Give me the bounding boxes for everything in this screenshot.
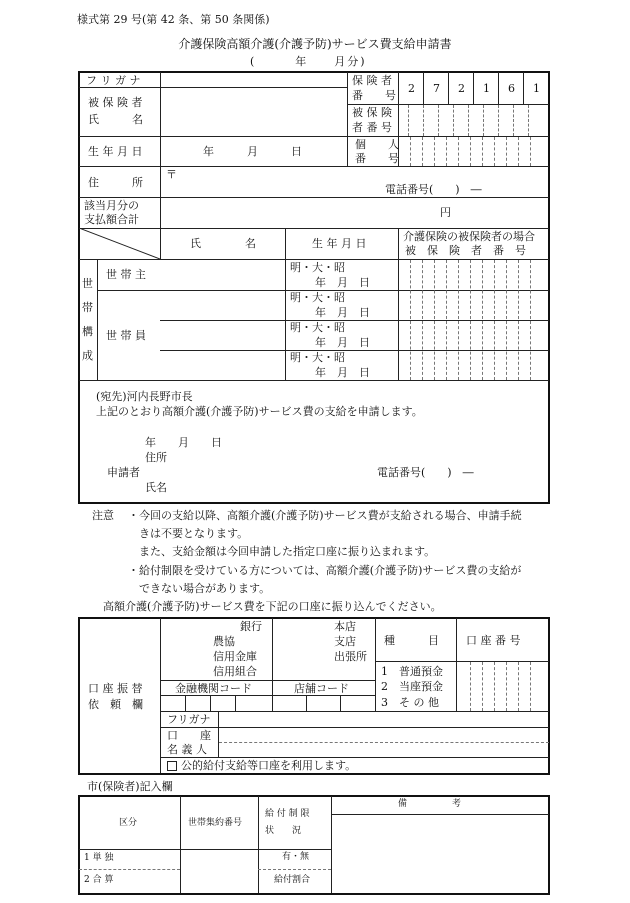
insured-name-label-1: 被 保 険 者 <box>88 96 143 109</box>
yen-unit: 円 <box>440 206 451 219</box>
insurer-no-label-1: 保 険 者 <box>352 74 392 87</box>
note-line: また、支給金額は今回申請した指定口座に振り込まれます。 <box>128 545 436 558</box>
household-member-label: 世 帯 員 <box>106 329 146 342</box>
note-line: きは不要となります。 <box>128 527 249 540</box>
branch-type-option[interactable]: 支店 <box>334 635 356 648</box>
account-no-header: 口 座 番 号 <box>466 634 521 647</box>
form-number: 様式第 29 号(第 42 条、第 50 条関係) <box>77 13 270 26</box>
col-name-header: 氏 名 <box>190 237 256 250</box>
bank-section-label-2: 依 頼 欄 <box>88 698 143 711</box>
bank-type-option[interactable]: 農協 <box>213 635 235 648</box>
diagonal-slash <box>79 228 160 259</box>
insurer-digit: 1 <box>483 82 490 95</box>
declaration-to: (宛先)河内長野市長 <box>96 390 193 403</box>
total-label-1: 該当月分の <box>84 199 139 212</box>
postal-mark: 〒 <box>166 168 177 181</box>
bank-type-option[interactable]: 銀行 <box>240 620 262 633</box>
personal-number-field[interactable] <box>399 137 547 166</box>
declaration-name-label: 氏名 <box>145 481 167 494</box>
era-options[interactable]: 明・大・昭 <box>290 351 345 364</box>
insured-name-label-2: 氏 名 <box>88 113 143 126</box>
office-col-seigen-2: 状 況 <box>265 826 302 836</box>
era-options[interactable]: 明・大・昭 <box>290 291 345 304</box>
col-ins-header-2: 被 保 険 者 番 号 <box>405 244 526 257</box>
bank-type-option[interactable]: 信用組合 <box>213 665 257 678</box>
address-phone[interactable]: 電話番号( ) ― <box>385 183 482 196</box>
bank-code-label: 金融機関コード <box>175 682 252 695</box>
ymd-label: 年 月 日 <box>315 366 370 379</box>
insured-no-label-1: 被 保 険 <box>352 106 392 119</box>
form-title: 介護保険高額介護(介護予防)サービス費支給申請書 <box>178 37 452 51</box>
birth-field[interactable]: 年 月 日 <box>203 145 302 158</box>
office-col-setai: 世帯集約番号 <box>188 818 243 828</box>
insurer-digit: 6 <box>508 82 515 95</box>
holder-name-field[interactable] <box>220 712 547 756</box>
declaration-text: 上記のとおり高額介護(介護予防)サービス費の支給を申請します。 <box>96 405 423 418</box>
insured-number-field[interactable] <box>399 105 547 136</box>
branch-type-option[interactable]: 出張所 <box>334 650 367 663</box>
insurer-digit: 1 <box>533 82 540 95</box>
period-field[interactable]: ( 年 月分) <box>250 55 367 68</box>
office-row-gassan: 2 合 算 <box>84 875 114 885</box>
insured-name-field[interactable] <box>162 88 346 135</box>
office-wariai: 給付割合 <box>274 875 311 885</box>
declaration-address-label: 住所 <box>145 451 167 464</box>
holder-label-2: 名 義 人 <box>167 743 207 756</box>
era-options[interactable]: 明・大・昭 <box>290 321 345 334</box>
address-label: 住 所 <box>88 176 143 189</box>
branch-code-label: 店舗コード <box>294 682 349 695</box>
office-col-biko: 備 考 <box>398 799 462 809</box>
public-account-checkbox[interactable] <box>167 761 177 771</box>
household-side-label: 世 <box>82 277 93 290</box>
branch-type-option[interactable]: 本店 <box>334 620 356 633</box>
personal-no-label-1: 個 人 <box>355 138 399 151</box>
ymd-label: 年 月 日 <box>315 336 370 349</box>
office-umu: 有・無 <box>282 852 310 862</box>
household-head-label: 世 帯 主 <box>106 268 146 281</box>
kind-option[interactable]: 2 当座預金 <box>381 680 443 693</box>
holder-furigana-label: フリガナ <box>167 713 211 726</box>
note-line: ・給付制限を受けている方については、高額介護(介護予防)サービス費の支給が <box>128 564 522 577</box>
household-side-label: 構 <box>82 325 93 338</box>
office-col-kubun: 区分 <box>119 818 138 828</box>
furigana-field[interactable] <box>162 72 346 87</box>
bank-section-label-1: 口 座 振 替 <box>88 682 143 695</box>
insurer-no-label-2: 番 号 <box>352 89 396 102</box>
kind-option[interactable]: 3 そ の 他 <box>381 696 439 709</box>
household-side-label: 成 <box>82 349 93 362</box>
declaration-applicant-label: 申請者 <box>107 466 140 479</box>
ymd-label: 年 月 日 <box>315 276 370 289</box>
insured-no-label-2: 者 番 号 <box>352 121 392 134</box>
note-line: ・今回の支給以降、高額介護(介護予防)サービス費が支給される場合、申請手続 <box>128 509 522 522</box>
insurer-digit: 2 <box>408 82 415 95</box>
notes-label: 注意 <box>92 509 114 522</box>
public-account-text: 公的給付支給等口座を利用します。 <box>181 759 357 772</box>
col-birth-header: 生 年 月 日 <box>312 237 367 250</box>
insurer-digit: 2 <box>458 82 465 95</box>
declaration-phone[interactable]: 電話番号( ) ― <box>377 466 474 479</box>
era-options[interactable]: 明・大・昭 <box>290 261 345 274</box>
bank-type-option[interactable]: 信用金庫 <box>213 650 257 663</box>
office-section-title: 市(保険者)記入欄 <box>87 780 173 793</box>
total-label-2: 支払額合計 <box>84 213 139 226</box>
office-col-seigen-1: 給 付 制 限 <box>265 809 310 819</box>
public-account-option[interactable] <box>167 760 356 771</box>
household-side-label: 帯 <box>82 301 93 314</box>
insurer-digit: 7 <box>433 82 440 95</box>
declaration-date[interactable]: 年 月 日 <box>145 436 222 449</box>
kind-header: 種 目 <box>384 634 439 647</box>
birth-label: 生 年 月 日 <box>88 145 143 158</box>
note-line: できない場合があります。 <box>128 582 271 595</box>
col-ins-header-1: 介護保険の被保険者の場合 <box>403 230 535 243</box>
total-amount-field[interactable] <box>162 198 432 227</box>
office-row-tandoku: 1 単 独 <box>84 853 114 863</box>
holder-label-1: 口 座 <box>167 729 211 742</box>
furigana-label: フ リ ガ ナ <box>86 74 141 87</box>
ymd-label: 年 月 日 <box>315 306 370 319</box>
personal-no-label-2: 番 号 <box>355 152 399 165</box>
transfer-instruction: 高額介護(介護予防)サービス費を下記の口座に振り込んでください。 <box>103 600 442 613</box>
kind-option[interactable]: 1 普通預金 <box>381 665 443 678</box>
